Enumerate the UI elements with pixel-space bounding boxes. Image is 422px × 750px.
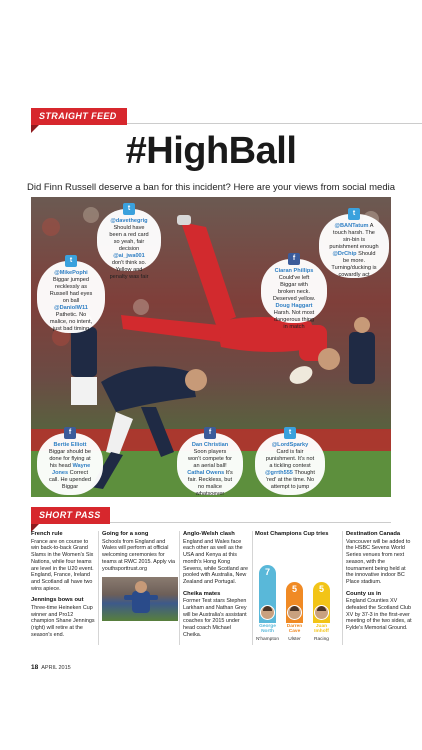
- story-body: France are on course to win back-to-back Grand Slams in the Women's Six Nations, while four teams are level in the U20 event. England, France, Ireland and Scotland all have two wins apiece.: [31, 538, 94, 592]
- story-title: County us in: [346, 590, 382, 597]
- column-divider: [98, 531, 99, 645]
- club-name-label: Racing: [314, 636, 329, 642]
- page-folio: [31, 664, 71, 671]
- club-name-label: N'hampton: [255, 636, 280, 642]
- column-1: [31, 531, 95, 644]
- twitter-icon: t: [348, 208, 360, 220]
- column-2: [102, 531, 176, 621]
- bar-value-label: 5: [318, 583, 324, 594]
- chart-bar: [286, 582, 303, 623]
- issue-date: APRIL 2015: [41, 665, 71, 671]
- column-3: [183, 531, 249, 644]
- column-divider: [342, 531, 343, 645]
- story-body: Former Test stars Stephen Larkham and Nathan Grey will be Australia's assistant coaches for 2015 under head coach Michael Cheika.: [183, 598, 247, 638]
- straight-feed-banner: [31, 108, 127, 125]
- jennings-photo: [102, 577, 178, 621]
- section-rule: [110, 522, 391, 523]
- chart-bar: [313, 582, 330, 623]
- column-5: [346, 531, 412, 637]
- twitter-icon: t: [65, 255, 77, 267]
- header-rule: [127, 123, 422, 124]
- chart-bar: [259, 565, 276, 623]
- match-photo: [31, 197, 391, 497]
- tweet-bubble: t @BANTatum A touch harsh. The sin-bin is punishment enough @DrChip Should be more. Turning/ducking is cowardly act: [319, 214, 389, 278]
- tweet-bubble: t @MikePophi Biggar jumped recklessly as Russell had eyes on ball @DaniolW11 Pathetic. No malice, no intent, just bad timing: [37, 261, 105, 333]
- story-body: England and Wales face each other as well as the USA and Kenya at this month's Hong Kong Sevens, while Scotland are pooled with Australia, New Zealand and Portugal.: [183, 538, 249, 585]
- facebook-icon: f: [204, 427, 216, 439]
- headline: #HighBall: [125, 130, 297, 172]
- player-headshot-icon: [287, 605, 302, 620]
- straight-feed-label: STRAIGHT FEED: [39, 111, 117, 121]
- story-title: Cheika mates: [183, 590, 221, 597]
- player-name-label: George North: [259, 623, 276, 635]
- story-title: Destination Canada: [346, 531, 401, 537]
- player-name-label: Juan Imhoff: [314, 623, 329, 635]
- tries-chart-panel: [255, 531, 339, 642]
- story-title: Jennings bows out: [31, 597, 84, 604]
- player-headshot-icon: [314, 605, 329, 620]
- story-title: Going for a song: [102, 531, 149, 537]
- page-number: 18: [31, 664, 39, 671]
- story-body: England Counties XV defeated the Scotland Club XV by 37-3 in the first-ever meeting of the two sides, at Fylde's Memorial Ground.: [346, 598, 412, 632]
- facebook-bubble: f Dan Christian Soon players won't compete for an aerial ball! Cathal Owens It's fair. Reckless, but no malice whatsoever: [177, 433, 243, 495]
- twitter-icon: t: [284, 427, 296, 439]
- story-title: Anglo-Welsh clash: [183, 531, 235, 537]
- story-title: French rule: [31, 531, 63, 537]
- column-divider: [252, 531, 253, 645]
- player-name-label: Darren Cave: [286, 623, 303, 635]
- short-pass-banner: [31, 507, 110, 524]
- tweet-bubble: t @davethegrig Should have been a red card so yeah, fair decision @ai_jwa001 don't think so. Yellow and penalty was fair: [97, 209, 161, 271]
- facebook-icon: f: [64, 427, 76, 439]
- bar-value-label: 7: [264, 566, 270, 577]
- column-divider: [179, 531, 180, 645]
- club-name-label: Ulster: [288, 636, 301, 642]
- facebook-icon: f: [288, 253, 300, 265]
- twitter-icon: t: [123, 203, 135, 215]
- tries-bar-chart: [255, 541, 335, 642]
- chart-title: Most Champions Cup tries: [255, 531, 329, 537]
- subheading: Did Finn Russell deserve a ban for this incident? Here are your views from social media: [26, 182, 396, 193]
- bar-value-label: 5: [291, 583, 297, 594]
- facebook-bubble: f Bertie Elliott Biggar should be done for flying at his head Wayne Jones Correct call. He upended Biggar: [37, 433, 103, 495]
- story-body: Vancouver will be added to the HSBC Sevens World Series venues from next season, with the tournament being held at the innovative indoor BC Place stadium.: [346, 538, 411, 585]
- short-pass-label: SHORT PASS: [39, 510, 101, 520]
- facebook-bubble: f Ciaran Phillips Could've left Biggar with broken neck. Deserved yellow. Doug Haggart Harsh. Not most dangerous thing in match: [261, 259, 327, 323]
- story-body: Schools from England and Wales will perform at official welcoming ceremonies for teams at RWC 2015. Apply via youthsporttrust.org: [102, 538, 176, 572]
- story-body: Three-time Heineken Cup winner and Pro12 champion Shane Jennings (right) will retire at the season's end.: [31, 605, 95, 638]
- tweet-bubble: t @LordSparky Card is fair punishment. It's not a tickling contest @grrth555 Thought 'red' at the time. No attempt to jump: [255, 433, 325, 495]
- player-headshot-icon: [260, 605, 275, 620]
